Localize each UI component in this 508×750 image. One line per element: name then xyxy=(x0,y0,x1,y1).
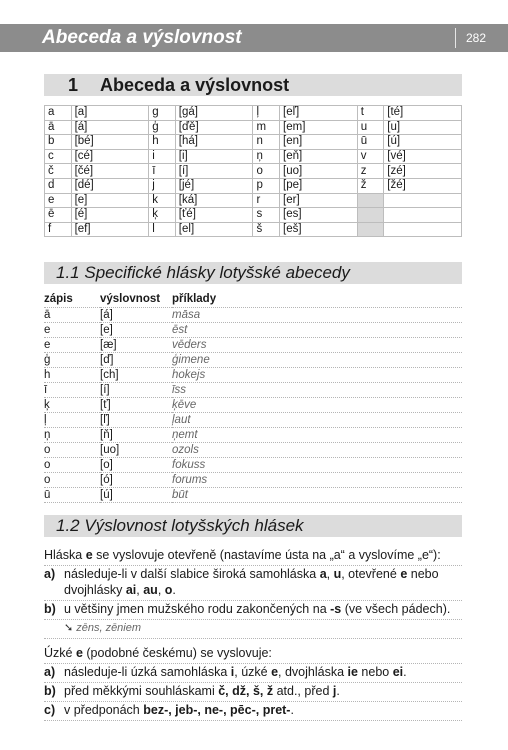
table-row xyxy=(44,308,462,323)
spelling-cell: ā xyxy=(44,308,100,323)
item-bold: ai xyxy=(125,583,137,597)
list-marker: c) xyxy=(44,703,56,717)
pronunciation-cell: [zé] xyxy=(384,164,462,179)
alphabet-row xyxy=(45,135,462,150)
section-1-1-title: 1.1 Specifické hlásky lotyšské abecedy xyxy=(56,263,350,282)
section-1-number: 1 xyxy=(68,74,79,95)
example-line xyxy=(44,620,462,639)
letter-cell: s xyxy=(253,208,280,223)
intro-bold: e xyxy=(85,548,93,562)
intro2-text: Úzké xyxy=(44,646,76,660)
list-marker: b) xyxy=(44,684,56,698)
pronunciation-cell: [ďě] xyxy=(175,120,253,135)
alphabet-row xyxy=(45,120,462,135)
pronunciation-cell: [gá] xyxy=(175,106,253,121)
pronunciation-cell: [i] xyxy=(175,149,253,164)
alphabet-row xyxy=(45,208,462,223)
item-bold: a xyxy=(319,567,327,581)
specific-letters-table xyxy=(44,292,462,503)
pronunciation-cell: [uo] xyxy=(100,443,172,458)
pronunciation-cell: [en] xyxy=(280,135,358,150)
pronunciation-cell: [cé] xyxy=(71,149,149,164)
letter-cell: m xyxy=(253,120,280,135)
alphabet-row xyxy=(45,164,462,179)
letter-cell: ļ xyxy=(253,106,280,121)
header-separator xyxy=(455,28,456,48)
pronunciation-cell: [bé] xyxy=(71,135,149,150)
pronunciation-cell: [ď] xyxy=(100,353,172,368)
pronunciation-cell: [ú] xyxy=(384,135,462,150)
example-cell: hokejs xyxy=(172,368,462,383)
item-bold: e xyxy=(400,567,408,581)
example-cell: būt xyxy=(172,488,462,503)
item-text: před měkkými souhláskami xyxy=(64,684,219,698)
letter-cell: g xyxy=(149,106,176,121)
pronunciation-cell: [er] xyxy=(280,193,358,208)
pronunciation-cell: [em] xyxy=(280,120,358,135)
example-cell: ņemt xyxy=(172,428,462,443)
pronunciation-cell: [ť] xyxy=(100,398,172,413)
letter-cell: c xyxy=(45,149,72,164)
letter-cell: f xyxy=(45,222,72,237)
section-1-1-heading xyxy=(44,262,462,284)
list-item xyxy=(44,601,462,620)
pronunciation-cell: [žé] xyxy=(384,178,462,193)
pronunciation-cell: [uo] xyxy=(280,164,358,179)
spelling-cell: ķ xyxy=(44,398,100,413)
table-row xyxy=(44,413,462,428)
letter-cell: ū xyxy=(357,135,384,150)
list-item-text xyxy=(64,664,407,680)
pronunciation-cell: [ľ] xyxy=(100,413,172,428)
col-header-priklady: příklady xyxy=(172,292,462,308)
item-bold: -s xyxy=(330,602,342,616)
letter-cell: ģ xyxy=(149,120,176,135)
pronunciation-cell xyxy=(384,222,462,237)
intro-text: se vyslovuje otevřeně (nastavíme ústa na „a“ a vyslovíme „e“): xyxy=(92,548,441,562)
table-row xyxy=(44,488,462,503)
pronunciation-cell: [e] xyxy=(71,193,149,208)
letter-cell xyxy=(357,208,384,223)
example-cell: ķēve xyxy=(172,398,462,413)
spelling-cell: e xyxy=(44,338,100,353)
alphabet-row xyxy=(45,149,462,164)
header-title: Abeceda a výslovnost xyxy=(42,27,242,48)
letter-cell: ī xyxy=(149,164,176,179)
letter-cell: ž xyxy=(357,178,384,193)
pronunciation-cell: [á] xyxy=(100,308,172,323)
pronunciation-cell: [ef] xyxy=(71,222,149,237)
letter-cell xyxy=(357,193,384,208)
letter-cell: ē xyxy=(45,208,72,223)
intro-text: Hláska xyxy=(44,548,86,562)
alphabet-row xyxy=(45,106,462,121)
example-cell: īss xyxy=(172,383,462,398)
pronunciation-cell: [dé] xyxy=(71,178,149,193)
spelling-cell: ģ xyxy=(44,353,100,368)
pronunciation-cell: [u] xyxy=(384,120,462,135)
list-item xyxy=(44,664,462,683)
table-row xyxy=(44,428,462,443)
item-bold: ie xyxy=(347,665,358,679)
letter-cell: u xyxy=(357,120,384,135)
table-row xyxy=(44,458,462,473)
letter-cell: z xyxy=(357,164,384,179)
item-text: . xyxy=(172,583,176,597)
pronunciation-cell: [té] xyxy=(384,106,462,121)
spelling-cell: ū xyxy=(44,488,100,503)
letter-cell: i xyxy=(149,149,176,164)
table-row xyxy=(44,323,462,338)
pronunciation-cell: [æ] xyxy=(100,338,172,353)
page-header xyxy=(0,24,508,52)
example-cell: vēders xyxy=(172,338,462,353)
letter-cell: ņ xyxy=(253,149,280,164)
pronunciation-cell: [ó] xyxy=(100,473,172,488)
pronunciation-cell: [á] xyxy=(71,120,149,135)
example-cell: ģimene xyxy=(172,353,462,368)
arrow-icon: ➘ xyxy=(64,622,74,634)
pronunciation-cell xyxy=(384,193,462,208)
item-text: . xyxy=(403,665,407,679)
pronunciation-cell: [í] xyxy=(100,383,172,398)
letter-cell: ā xyxy=(45,120,72,135)
item-text: nebo xyxy=(357,665,393,679)
section-1-2-heading xyxy=(44,515,462,537)
table-row xyxy=(44,443,462,458)
letter-cell: a xyxy=(45,106,72,121)
list-item-text xyxy=(64,683,340,699)
letter-cell: l xyxy=(149,222,176,237)
pronunciation-cell: [é] xyxy=(71,208,149,223)
pronunciation-cell: [ťé] xyxy=(175,208,253,223)
letter-cell: n xyxy=(253,135,280,150)
pronunciation-cell: [eľ] xyxy=(280,106,358,121)
item-bold: i xyxy=(230,665,235,679)
list-marker: b) xyxy=(44,602,56,616)
intro2-text: (podobné českému) se vyslovuje: xyxy=(82,646,272,660)
pronunciation-cell: [ň] xyxy=(100,428,172,443)
alphabet-row xyxy=(45,222,462,237)
col-header-zapis: zápis xyxy=(44,292,100,308)
alphabet-row xyxy=(45,178,462,193)
example-cell: ozols xyxy=(172,443,462,458)
item-text: následuje-li v další slabice široká samohláska xyxy=(64,567,320,581)
letter-cell xyxy=(357,222,384,237)
table-row xyxy=(44,353,462,368)
table-row xyxy=(44,398,462,413)
alphabet-row xyxy=(45,193,462,208)
item-text: . xyxy=(290,703,294,717)
pronunciation-cell: [ú] xyxy=(100,488,172,503)
item-text: (ve všech pádech). xyxy=(341,602,451,616)
letter-cell: p xyxy=(253,178,280,193)
list-item xyxy=(44,683,462,702)
letter-cell: ķ xyxy=(149,208,176,223)
section-1-heading xyxy=(44,74,462,96)
item-bold: o xyxy=(164,583,173,597)
pronunciation-cell: [eš] xyxy=(280,222,358,237)
intro-narrow-e xyxy=(44,645,462,664)
letter-cell: e xyxy=(45,193,72,208)
item-text: , otevřené xyxy=(341,567,401,581)
item-text: nebo dvojhlásky xyxy=(64,567,439,597)
spelling-cell: ļ xyxy=(44,413,100,428)
item-bold: u xyxy=(333,567,342,581)
spelling-cell: ī xyxy=(44,383,100,398)
letter-cell: o xyxy=(253,164,280,179)
example-cell: forums xyxy=(172,473,462,488)
pronunciation-cell: [ká] xyxy=(175,193,253,208)
example-cell: ļaut xyxy=(172,413,462,428)
item-bold: e xyxy=(271,665,279,679)
letter-cell: č xyxy=(45,164,72,179)
spelling-cell: ņ xyxy=(44,428,100,443)
pronunciation-cell: [a] xyxy=(71,106,149,121)
letter-cell: b xyxy=(45,135,72,150)
pronunciation-cell: [o] xyxy=(100,458,172,473)
item-bold: bez-, jeb-, ne-, pēc-, pret- xyxy=(143,703,291,717)
col-header-vyslovnost: výslovnost xyxy=(100,292,172,308)
section-1-title: Abeceda a výslovnost xyxy=(100,74,290,95)
spelling-cell: h xyxy=(44,368,100,383)
section-1-2-body xyxy=(44,547,462,721)
list-item xyxy=(44,566,462,601)
item-text: , xyxy=(157,583,165,597)
page-number: 282 xyxy=(465,31,486,45)
letter-cell: r xyxy=(253,193,280,208)
pronunciation-cell: [es] xyxy=(280,208,358,223)
pronunciation-cell: [vé] xyxy=(384,149,462,164)
letter-cell: j xyxy=(149,178,176,193)
item-text: , úzké xyxy=(234,665,272,679)
spelling-cell: o xyxy=(44,473,100,488)
pronunciation-cell xyxy=(384,208,462,223)
list-item-text xyxy=(64,601,450,617)
item-text: atd., před xyxy=(273,684,333,698)
list-item-text xyxy=(64,702,294,718)
item-text: , xyxy=(136,583,144,597)
pronunciation-cell: [ch] xyxy=(100,368,172,383)
spelling-cell: o xyxy=(44,458,100,473)
item-text: . xyxy=(336,684,340,698)
section-1-2-title: 1.2 Výslovnost lotyšských hlásek xyxy=(56,516,304,535)
example-cell: ēst xyxy=(172,323,462,338)
item-text: , xyxy=(326,567,334,581)
letter-cell: t xyxy=(357,106,384,121)
item-text: v předponách xyxy=(64,703,144,717)
letter-cell: v xyxy=(357,149,384,164)
table-header-row xyxy=(44,292,462,308)
pronunciation-cell: [el] xyxy=(175,222,253,237)
example-cell: fokuss xyxy=(172,458,462,473)
item-bold: č, dž, š, ž xyxy=(218,684,274,698)
pronunciation-cell: [jé] xyxy=(175,178,253,193)
list-marker: a) xyxy=(44,665,56,679)
item-bold: ei xyxy=(392,665,404,679)
alphabet-table xyxy=(44,105,462,237)
list-item xyxy=(44,702,462,721)
list-item-text xyxy=(64,566,462,598)
item-bold: au xyxy=(143,583,158,597)
letter-cell: h xyxy=(149,135,176,150)
intro2-bold: e xyxy=(75,646,83,660)
item-text: následuje-li úzká samohláska xyxy=(64,665,231,679)
pronunciation-cell: [e] xyxy=(100,323,172,338)
letter-cell: š xyxy=(253,222,280,237)
example-cell: māsa xyxy=(172,308,462,323)
item-text: u většiny jmen mužského rodu zakončených na xyxy=(64,602,331,616)
item-bold: j xyxy=(332,684,337,698)
table-row xyxy=(44,383,462,398)
spelling-cell: e xyxy=(44,323,100,338)
pronunciation-cell: [há] xyxy=(175,135,253,150)
pronunciation-cell: [čé] xyxy=(71,164,149,179)
spelling-cell: o xyxy=(44,443,100,458)
intro-open-e xyxy=(44,547,462,566)
pronunciation-cell: [eň] xyxy=(280,149,358,164)
list-marker: a) xyxy=(44,567,56,581)
letter-cell: d xyxy=(45,178,72,193)
example-text: zēns, zēniem xyxy=(76,622,142,634)
table-row xyxy=(44,473,462,488)
table-row xyxy=(44,338,462,353)
letter-cell: k xyxy=(149,193,176,208)
pronunciation-cell: [í] xyxy=(175,164,253,179)
table-row xyxy=(44,368,462,383)
item-text: , dvojhláska xyxy=(278,665,348,679)
pronunciation-cell: [pe] xyxy=(280,178,358,193)
